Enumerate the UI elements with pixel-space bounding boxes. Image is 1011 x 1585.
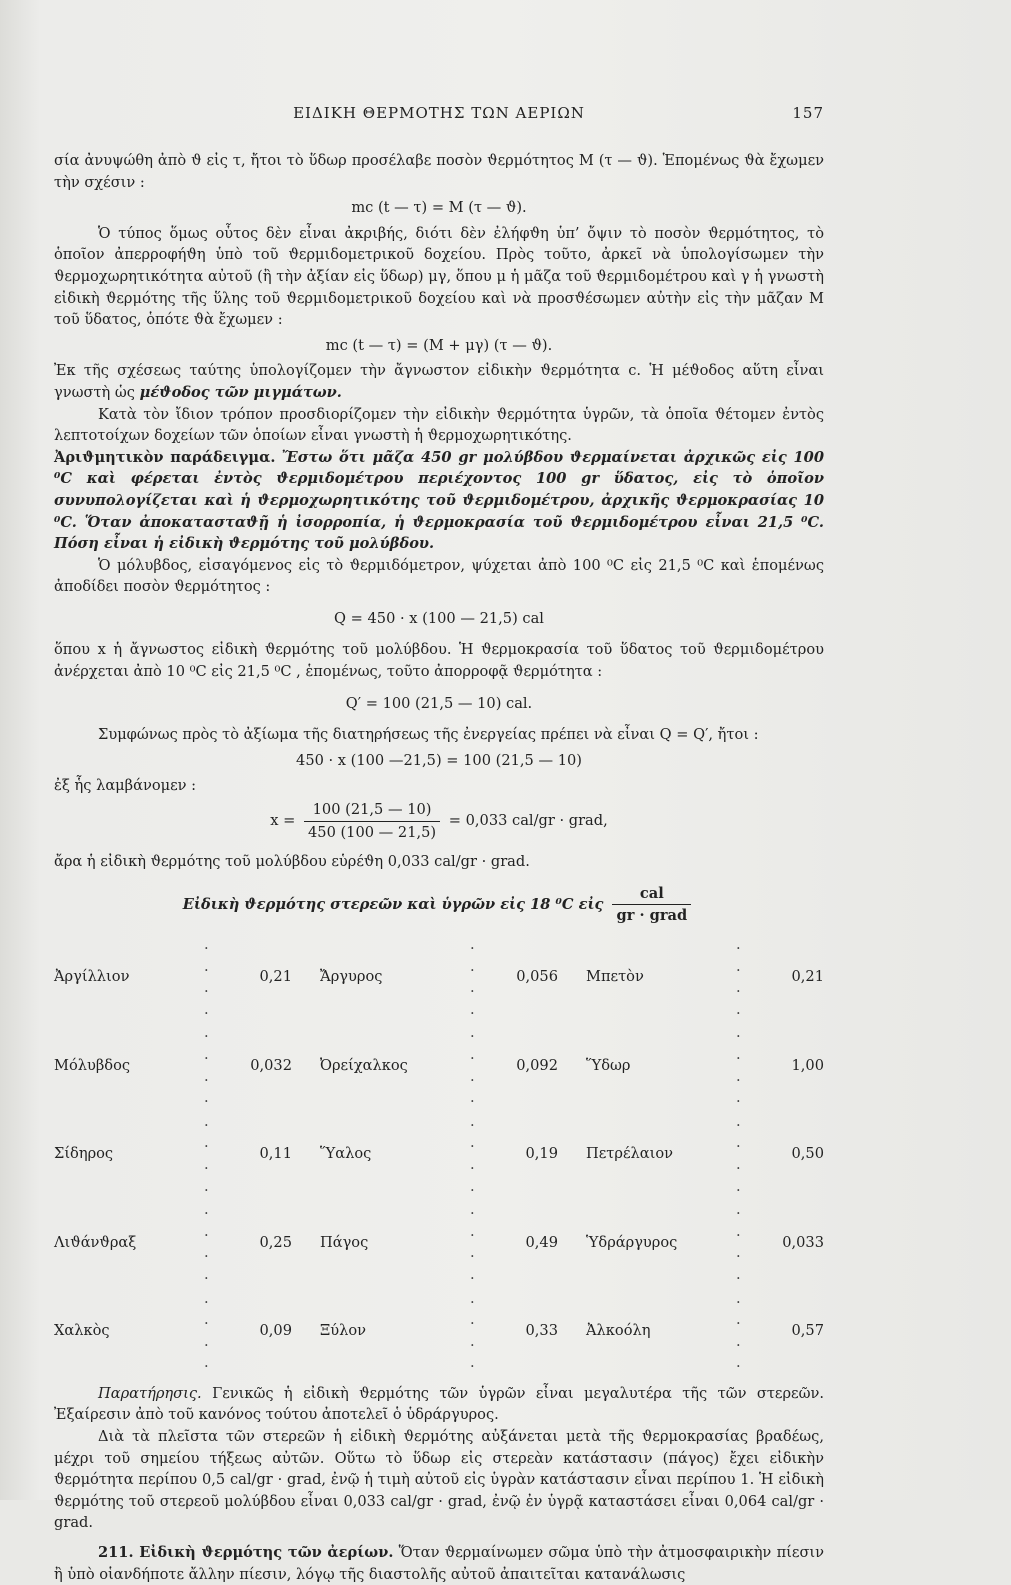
equation: 450 · x (100 —21,5) = 100 (21,5 — 10) <box>296 751 582 769</box>
section-heading: 211. Εἰδικὴ ϑερμότης τῶν ἀερίων. <box>98 1544 394 1562</box>
example-heading: Ἀριϑμητικὸν παράδειγμα. <box>54 448 276 466</box>
paragraph: ἄρα ἡ εἰδικὴ ϑερμότης τοῦ μολύβδου εὑρέϑη 0,033 cal/gr · grad. <box>54 853 530 871</box>
material-name: Ὀρείχαλκος <box>320 1056 408 1074</box>
paragraph: Ὁ μόλυβδος, εἰσαγόμενος εἰς τὸ ϑερμιδόμετρον, ψύχεται ἀπὸ 100 ⁰C εἰς 21,5 ⁰C καὶ ἑπομένως ἀποδίδει ποσὸν ϑερμότητος : <box>54 556 824 596</box>
fraction-equation <box>54 799 824 843</box>
running-header <box>54 104 824 128</box>
paragraph <box>54 1383 824 1426</box>
leader-dots: . . . . <box>204 1289 209 1372</box>
specific-heat-value: 0,50 <box>791 1145 824 1163</box>
material-name: Πετρέλαιον <box>586 1145 673 1163</box>
example-paragraph <box>54 447 824 555</box>
equation-lhs: x = <box>270 812 296 830</box>
material-name: Σίδηρος <box>54 1145 114 1163</box>
table-title <box>54 883 824 927</box>
paragraph: Συμφώνως πρὸς τὸ ἀξίωμα τῆς διατηρήσεως τῆς ἐνεργείας πρέπει νὰ εἶναι Q = Q′, ἤτοι : <box>98 726 759 744</box>
material-name: Ἄργυρος <box>320 968 383 986</box>
specific-heat-value: 0,19 <box>525 1145 558 1163</box>
material-name: Ὕαλος <box>320 1145 372 1163</box>
table-title-text: Εἰδικὴ ϑερμότης στερεῶν καὶ ὑγρῶν εἰς 18 ⁰C εἰς <box>182 895 604 913</box>
paragraph: ἐξ ἧς λαμβάνομεν : <box>54 777 197 795</box>
equation: mc (t — τ) = (M + μγ) (τ — ϑ). <box>325 336 553 354</box>
denominator: 450 (100 — 21,5) <box>308 823 437 841</box>
table-row <box>54 1198 824 1286</box>
table-row <box>54 1110 824 1198</box>
specific-heat-value: 0,21 <box>259 968 292 986</box>
page-number: 157 <box>792 104 824 122</box>
specific-heat-value: 0,092 <box>516 1056 558 1074</box>
specific-heat-value: 0,11 <box>259 1145 292 1163</box>
leader-dots: . . . . <box>204 936 209 1018</box>
leader-dots: . . . . <box>470 1112 475 1195</box>
paragraph: σία ἀνυψώθη ἀπὸ ϑ εἰς τ, ἤτοι τὸ ὕδωρ προσέλαβε ποσὸν ϑερμότητος Μ (τ — ϑ). Ἑπομένως ϑὰ ἔχωμεν τὴν σχέσιν : <box>54 152 824 191</box>
leader-dots: . . . . <box>204 1112 209 1195</box>
note-heading: Παρατήρησις. <box>98 1384 202 1402</box>
material-name: Μόλυβδος <box>54 1056 131 1074</box>
leader-dots: . . . . <box>736 936 741 1018</box>
material-name: Ἀργίλλιον <box>54 968 130 986</box>
body-text <box>54 150 824 1585</box>
example-statement: Ἔστω ὅτι μᾶζα 450 gr μολύβδου ϑερμαίνεται ἀρχικῶς εἰς 100 ⁰C καὶ φέρεται ἐντὸς ϑερμιδομέτρου περιέχοντος 100 gr ὕδατος, εἰς τὸ ὁποῖον συνυπολογίζεται καὶ ἡ ϑερμοχωρητικότης τοῦ ϑερμιδομέτρου, ἀρχικῆς ϑερμοκρασίας 10 ⁰C. Ὅταν ἀποκατασταϑῇ ἡ ἰσορροπία, ἡ ϑερμοκρασία τοῦ ϑερμιδομέτρου εἶναι 21,5 ⁰C. Πόση εἶναι ἡ εἰδικὴ ϑερμότης τοῦ μολύβδου. <box>54 448 824 553</box>
specific-heat-table <box>54 933 824 1375</box>
specific-heat-value: 0,09 <box>259 1321 292 1339</box>
leader-dots: . . . . <box>736 1201 741 1283</box>
equation: Q = 450 · x (100 — 21,5) cal <box>334 609 544 627</box>
paragraph <box>54 1542 824 1585</box>
chapter-title: ΕΙΔΙΚΗ ΘΕΡΜΟΤΗΣ ΤΩΝ ΑΕΡΙΩΝ <box>293 104 585 122</box>
unit-numerator: cal <box>612 883 691 906</box>
table-row <box>54 1287 824 1375</box>
emphasis: μέϑοδος τῶν μιγμάτων. <box>139 383 342 401</box>
table-row <box>54 933 824 1021</box>
leader-dots: . . . . <box>736 1024 741 1107</box>
leader-dots: . . . . <box>736 1289 741 1372</box>
table-row <box>54 1021 824 1109</box>
material-name: Ὕδωρ <box>586 1056 631 1074</box>
paragraph <box>54 360 824 403</box>
material-name: Πάγος <box>320 1233 369 1251</box>
numerator: 100 (21,5 — 10) <box>304 799 440 822</box>
specific-heat-value: 0,57 <box>791 1321 824 1339</box>
equation: Q′ = 100 (21,5 — 10) cal. <box>345 694 533 712</box>
material-name: Μπετὸν <box>586 968 644 986</box>
material-name: Ἀλκοόλη <box>586 1321 651 1339</box>
specific-heat-value: 1,00 <box>791 1056 824 1074</box>
leader-dots: . . . . <box>736 1112 741 1195</box>
specific-heat-value: 0,21 <box>791 968 824 986</box>
section-text: Ὅταν ϑερμαίνωμεν σῶμα ὑπὸ τὴν ἀτμοσφαιρικὴν πίεσιν ἢ ὑπὸ οἱανδήποτε ἄλλην πίεσιν, λόγῳ τῆς διαστολῆς αὐτοῦ ἀπαιτεῖται κατανάλωσις <box>54 1544 825 1583</box>
note-text: Γενικῶς ἡ εἰδικὴ ϑερμότης τῶν ὑγρῶν εἶναι μεγαλυτέρα τῆς τῶν στερεῶν. Ἐξαίρεσιν ἀπὸ τοῦ κανόνος τούτου ἀποτελεῖ ὁ ὑδράργυρος. <box>54 1384 825 1424</box>
leader-dots: . . . . <box>470 1289 475 1372</box>
leader-dots: . . . . <box>470 1201 475 1283</box>
specific-heat-value: 0,032 <box>250 1056 292 1074</box>
specific-heat-value: 0,033 <box>782 1233 824 1251</box>
leader-dots: . . . . <box>470 1024 475 1107</box>
leader-dots: . . . . <box>204 1024 209 1107</box>
specific-heat-value: 0,49 <box>525 1233 558 1251</box>
fraction <box>304 799 440 843</box>
leader-dots: . . . . <box>470 936 475 1018</box>
specific-heat-value: 0,25 <box>259 1233 292 1251</box>
equation: mc (t — τ) = M (τ — ϑ). <box>351 199 527 217</box>
paragraph: Κατὰ τὸν ἴδιον τρόπον προσδιορίζομεν τὴν εἰδικὴν ϑερμότητα ὑγρῶν, τὰ ὁποῖα ϑέτομεν ἐντὸς λεπτοτοίχων δοχείων τῶν ὁποίων εἶναι γνωστὴ ἡ ϑερμοχωρητικότης. <box>54 405 824 445</box>
unit-denominator: gr · grad <box>616 907 688 925</box>
material-name: Ξύλον <box>320 1321 367 1339</box>
paragraph: Διὰ τὰ πλεῖστα τῶν στερεῶν ἡ εἰδικὴ ϑερμότης αὐξάνεται μετὰ τῆς ϑερμοκρασίας βραδέως, μέχρι τοῦ σημείου τήξεως αὐτῶν. Οὕτω τὸ ὕδωρ εἰς στερεὰν κατάστασιν (πάγος) ἔχει εἰδικὴν ϑερμότητα περίπου 0,5 cal/gr · grad, ἐνῷ ἡ τιμὴ αὐτοῦ εἰς ὑγρὰν κατάστασιν εἶναι περίπου 1. Ἡ εἰδικὴ ϑερμότης τοῦ στερεοῦ μολύβδου εἶναι 0,033 cal/gr · grad, ἐνῷ ἐν ὑγρᾷ καταστάσει εἶναι 0,064 cal/gr · grad. <box>54 1428 824 1532</box>
paragraph: Ὁ τύπος ὅμως οὗτος δὲν εἶναι ἀκριβής, διότι δὲν ἐλήφϑη ὑπ’ ὄψιν τὸ ποσὸν ϑερμότητος, τὸ ὁποῖον ἀπερροφήϑη ὑπὸ τοῦ ϑερμιδομετρικοῦ δοχείου. Πρὸς τοῦτο, ἀρκεῖ νὰ ὑπολογίσωμεν τὴν ϑερμοχωρητικότητα αὐτοῦ (ἢ τὴν ἀξίαν εἰς ὕδωρ) μγ, ὅπου μ ἡ μᾶζα τοῦ ϑερμιδομέτρου καὶ γ ἡ γνωστὴ εἰδικὴ ϑερμότης τῆς ὕλης τοῦ ϑερμιδομετρικοῦ δοχείου καὶ νὰ προσϑέσωμεν αὐτὴν εἰς τὴν μᾶζαν Μ τοῦ ὕδατος, ὁπότε ϑὰ ἔχωμεν : <box>54 224 824 329</box>
material-name: Λιϑάνϑραξ <box>54 1233 137 1251</box>
equation-rhs: = 0,033 cal/gr · grad, <box>448 812 608 830</box>
specific-heat-value: 0,056 <box>516 968 558 986</box>
material-name: Ὑδράργυρος <box>586 1233 678 1251</box>
material-name: Χαλκὸς <box>54 1321 110 1339</box>
specific-heat-value: 0,33 <box>525 1321 558 1339</box>
paragraph: ὅπου x ἡ ἄγνωστος εἰδικὴ ϑερμότης τοῦ μολύβδου. Ἡ ϑερμοκρασία τοῦ ὕδατος τοῦ ϑερμιδομέτρου ἀνέρχεται ἀπὸ 10 ⁰C εἰς 21,5 ⁰C , ἑπομένως, τοῦτο ἀπορροφᾷ ϑερμότητα : <box>54 641 824 681</box>
unit-fraction <box>612 883 691 927</box>
sentence: Ἐκ τῆς σχέσεως ταύτης ὑπολογίζομεν τὴν ἄγνωστον εἰδικὴν ϑερμότητα c. Ἡ μέϑοδος αὕτη εἶναι γνωστὴ ὡς <box>54 362 824 401</box>
leader-dots: . . . . <box>204 1201 209 1283</box>
